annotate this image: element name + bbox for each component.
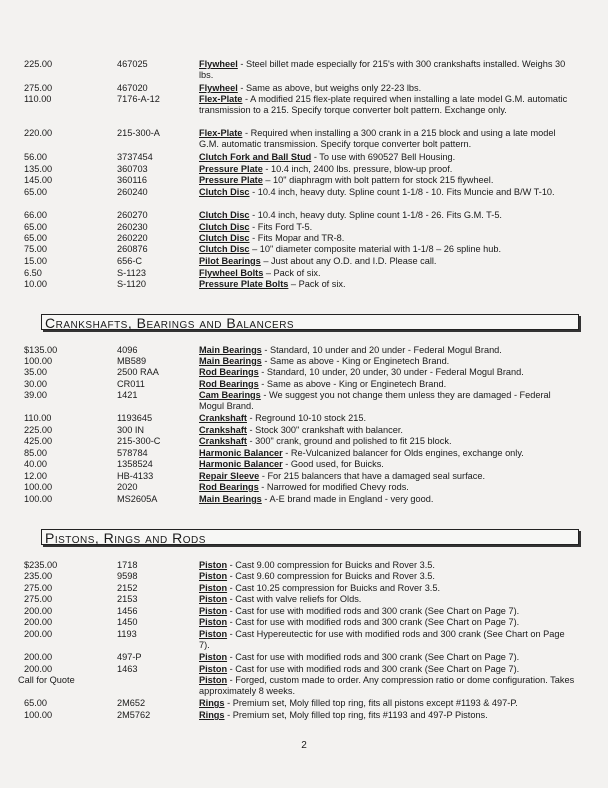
item-name: Piston [199,583,228,593]
item-name: Piston [199,571,228,581]
part-number: 2M5762 [117,710,151,720]
item-description: – Pack of six. [263,268,321,278]
item-description: – Just about any O.D. and I.D. Please call. [260,256,437,266]
price: 425.00 [24,436,53,446]
item-description: - For 215 balancers that have a damaged seal surface. [259,471,486,481]
part-number: 2020 [117,482,138,492]
item-name: Piston [199,617,228,627]
part-number: MS2605A [117,494,158,504]
item-name: Piston [199,606,228,616]
part-number: CR011 [117,379,145,389]
item-name: Clutch Fork and Ball Stud [199,152,312,162]
item-name: Flywheel [199,59,238,69]
price: $235.00 [24,560,58,570]
price: 65.00 [24,233,47,243]
item-name: Pressure Plate [199,164,263,174]
item-name: Piston [199,675,228,685]
part-number: 260240 [117,187,148,197]
page-number: 2 [301,740,307,751]
item-description: - Forged, custom made to order. Any compression ratio or dome configuration. Takes approximately 8 weeks. [199,675,575,696]
item-description: - Fits Mopar and TR-8. [249,233,345,243]
part-number: 300 IN [117,425,145,435]
item-description: - Premium set, Moly filled top ring, fits #1193 and 497-P Pistons. [224,710,488,720]
part-number: 2152 [117,583,138,593]
section-header-pistons: Pistons, Rings and Rods [41,529,579,545]
price: 15.00 [24,256,47,266]
item-description: - Steel billet made especially for 215's with 300 crankshafts installed. Weighs 30 lbs. [199,59,566,80]
item-name: Clutch Disc [199,222,250,232]
part-number: 1718 [117,560,138,570]
price: 135.00 [24,164,53,174]
price: 35.00 [24,367,47,377]
part-number: 1456 [117,606,138,616]
price: 275.00 [24,594,53,604]
part-number: 467025 [117,59,148,69]
item-description: - Same as above, but weighs only 22-23 lbs. [237,83,422,93]
item-description: - Re-Vulcanized balancer for Olds engines, exchange only. [282,448,524,458]
section-header-crankshafts: Crankshafts, Bearings and Balancers [41,314,579,330]
part-number: 260230 [117,222,148,232]
part-number: 1193 [117,629,137,639]
price: 100.00 [24,494,53,504]
item-description: - 300" crank, ground and polished to fit 215 block. [247,436,452,446]
price: 200.00 [24,652,53,662]
price: 65.00 [24,698,47,708]
part-number: 1463 [117,664,138,674]
item-name: Piston [199,560,228,570]
item-name: Clutch Disc [199,210,250,220]
price: 6.50 [24,268,42,278]
price: 100.00 [24,710,53,720]
item-name: Rod Bearings [199,379,259,389]
part-number: 260220 [117,233,148,243]
price: 235.00 [24,571,53,581]
price: 65.00 [24,222,47,232]
price: 200.00 [24,606,53,616]
item-name: Main Bearings [199,356,262,366]
item-description: - Cast 9.00 compression for Buicks and Rover 3.5. [227,560,435,570]
item-name: Crankshaft [199,436,247,446]
item-description: - A modified 215 flex-plate required when installing a late model G.M. automatic transmission to a 215. Specify torque converter bolt pattern. Exchange only. [199,94,568,115]
price: 12.00 [24,471,47,481]
item-description: - Stock 300" crankshaft with balancer. [247,425,403,435]
price: 110.00 [24,413,52,423]
part-number: 3737454 [117,152,153,162]
item-description: - Cast Hypereutectic for use with modified rods and 300 crank (See Chart on Page 7). [199,629,565,650]
part-number: 578784 [117,448,148,458]
item-name: Rod Bearings [199,367,259,377]
part-number: 2500 RAA [117,367,159,377]
part-number: 497-P [117,652,142,662]
price: 66.00 [24,210,47,220]
part-number: 360116 [117,175,147,185]
item-description: - Cast 9.60 compression for Buicks and Rover 3.5. [227,571,435,581]
price: 220.00 [24,128,53,138]
item-description: - Fits Ford T-5. [249,222,313,232]
part-number: 7176-A-12 [117,94,160,104]
item-name: Piston [199,629,228,639]
item-name: Clutch Disc [199,187,250,197]
price: 145.00 [24,175,53,185]
part-number: 1358524 [117,459,153,469]
item-name: Flex-Plate [199,94,243,104]
item-name: Pressure Plate Bolts [199,279,289,289]
price: 75.00 [24,244,47,254]
part-number: 1450 [117,617,138,627]
item-name: Clutch Disc [199,233,250,243]
item-description: – 10" diameter composite material with 1-1/8 – 26 spline hub. [249,244,502,254]
item-description: - Same as above - King or Enginetech Brand. [261,356,450,366]
item-description: – 10" diaphragm with bolt pattern for stock 215 flywheel. [262,175,494,185]
part-number: MB589 [117,356,147,366]
part-number: 2M652 [117,698,146,708]
item-description: - Cast for use with modified rods and 300 crank (See Chart on Page 7). [227,652,520,662]
item-description: - 10.4 inch, 2400 lbs. pressure, blow-up proof. [262,164,453,174]
item-description: – Pack of six. [288,279,346,289]
item-description: - Narrowed for modified Chevy rods. [258,482,409,492]
item-description: - Good used, for Buicks. [282,459,384,469]
item-name: Piston [199,652,228,662]
part-number: 9598 [117,571,138,581]
item-description: - Standard, 10 under and 20 under - Federal Mogul Brand. [261,345,502,355]
item-name: Main Bearings [199,494,262,504]
price: 225.00 [24,59,53,69]
item-description: - Cast with valve reliefs for Olds. [227,594,362,604]
item-description: - 10.4 inch, heavy duty. Spline count 1-1/8 - 10. Fits Muncie and B/W T-10. [249,187,555,197]
item-name: Cam Bearings [199,390,261,400]
item-description: - Cast 10.25 compression for Buicks and Rover 3.5. [227,583,441,593]
item-description: - Reground 10-10 stock 215. [247,413,366,423]
item-name: Flywheel [199,83,238,93]
item-description: - Premium set, Moly filled top ring, fits all pistons except #1193 & 497-P. [224,698,518,708]
part-number: 656-C [117,256,143,266]
part-number: 215-300-C [117,436,161,446]
item-name: Piston [199,594,228,604]
price: 110.00 [24,94,52,104]
part-number: 467020 [117,83,148,93]
part-number: 1193645 [117,413,153,423]
price: 10.00 [24,279,47,289]
price: 275.00 [24,83,53,93]
part-number: 215-300-A [117,128,160,138]
item-description: - Cast for use with modified rods and 300 crank (See Chart on Page 7). [227,664,520,674]
part-number: S-1123 [117,268,146,278]
price: 100.00 [24,356,53,366]
price: 30.00 [24,379,47,389]
price: 39.00 [24,390,47,400]
item-name: Rings [199,698,225,708]
price: 200.00 [24,617,53,627]
item-name: Crankshaft [199,413,247,423]
price: 56.00 [24,152,47,162]
part-number: HB-4133 [117,471,154,481]
price: 65.00 [24,187,47,197]
part-number: 260270 [117,210,148,220]
price: Call for Quote [18,675,75,685]
item-description: - To use with 690527 Bell Housing. [311,152,456,162]
price: $135.00 [24,345,58,355]
price: 40.00 [24,459,47,469]
part-number: 4096 [117,345,138,355]
item-name: Clutch Disc [199,244,250,254]
item-name: Pressure Plate [199,175,263,185]
item-description: - We suggest you not change them unless they are damaged - Federal Mogul Brand. [199,390,551,411]
item-name: Repair Sleeve [199,471,260,481]
item-name: Crankshaft [199,425,247,435]
price: 200.00 [24,629,53,639]
price: 85.00 [24,448,47,458]
price: 200.00 [24,664,53,674]
item-name: Piston [199,664,228,674]
item-name: Harmonic Balancer [199,448,283,458]
item-name: Rod Bearings [199,482,259,492]
item-name: Harmonic Balancer [199,459,283,469]
part-number: 260876 [117,244,148,254]
price: 100.00 [24,482,53,492]
part-number: 1421 [117,390,138,400]
item-description: - Cast for use with modified rods and 300 crank (See Chart on Page 7). [227,617,520,627]
item-description: - 10.4 inch, heavy duty. Spline count 1-1/8 - 26. Fits G.M. T-5. [249,210,502,220]
item-name: Flywheel Bolts [199,268,264,278]
item-description: - Standard, 10 under, 20 under, 30 under - Federal Mogul Brand. [258,367,524,377]
item-description: - A-E brand made in England - very good. [261,494,434,504]
item-name: Flex-Plate [199,128,243,138]
part-number: 360703 [117,164,148,174]
item-name: Rings [199,710,225,720]
price: 275.00 [24,583,53,593]
item-name: Pilot Bearings [199,256,261,266]
part-number: 2153 [117,594,138,604]
item-name: Main Bearings [199,345,262,355]
item-description: - Same as above - King or Enginetech Brand. [258,379,447,389]
price: 225.00 [24,425,53,435]
item-description: - Cast for use with modified rods and 300 crank (See Chart on Page 7). [227,606,520,616]
item-description: - Required when installing a 300 crank in a 215 block and using a late model G.M. automatic transmission. Specify torque converter bolt pattern. [199,128,556,149]
part-number: S-1120 [117,279,146,289]
